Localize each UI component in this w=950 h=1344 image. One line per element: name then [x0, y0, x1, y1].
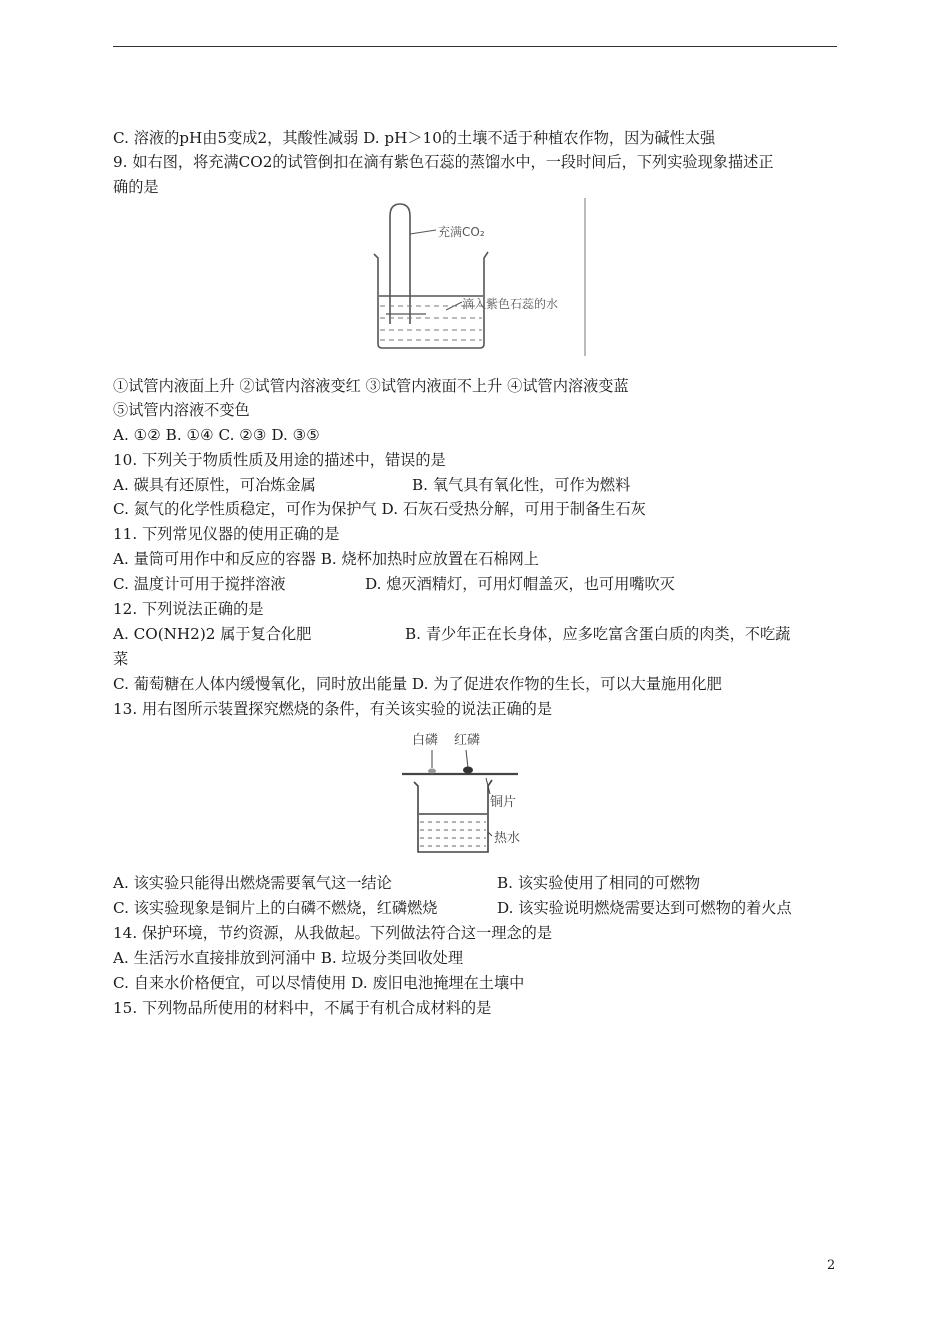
red-phosphorus-sample	[463, 767, 473, 774]
line-text: 11. 下列常见仪器的使用正确的是	[113, 525, 340, 543]
text-line	[113, 873, 839, 893]
option-a: A. CO(NH2)2 属于复合化肥	[113, 625, 312, 643]
text-line	[113, 376, 839, 396]
text-line	[113, 674, 839, 694]
combustion-figure	[398, 728, 544, 858]
option-b: B. 氧气具有氧化性，可作为燃料	[412, 476, 631, 494]
text-line	[113, 649, 839, 669]
line-text: A. 量筒可用作中和反应的容器 B. 烧杯加热时应放置在石棉网上	[113, 550, 539, 568]
line-text: 菜	[113, 650, 129, 668]
question-13-stem	[113, 699, 839, 719]
text-line	[113, 475, 839, 495]
line-text: 12. 下列说法正确的是	[113, 600, 264, 618]
text-line	[113, 898, 839, 918]
question-10-stem	[113, 450, 839, 470]
line-text: C. 氮气的化学性质稳定，可作为保护气 D. 石灰石受热分解，可用于制备生石灰	[113, 500, 646, 518]
line-text: ⑤试管内溶液不变色	[113, 401, 250, 419]
line-text: A. ①② B. ①④ C. ②③ D. ③⑤	[113, 426, 320, 444]
label-copper-plate: 铜片	[490, 795, 517, 810]
text-line	[113, 128, 839, 148]
line-text: C. 葡萄糖在人体内缓慢氧化，同时放出能量 D. 为了促进农作物的生长，可以大量施用化肥	[113, 675, 722, 693]
label-litmus-water: 滴入紫色石蕊的水	[462, 297, 559, 311]
text-line	[113, 499, 839, 519]
text-line	[113, 574, 839, 594]
line-text: 13. 用右图所示装置探究燃烧的条件，有关该实验的说法正确的是	[113, 700, 553, 718]
line-text: C. 溶液的pH由5变成2，其酸性减弱 D. pH＞10的土壤不适于种植农作物，因为碱性太强	[113, 129, 716, 147]
line-text: 10. 下列关于物质性质及用途的描述中，错误的是	[113, 451, 446, 469]
option-a: A. 该实验只能得出燃烧需要氧气这一结论	[113, 874, 392, 892]
line-text: 确的是	[113, 178, 159, 196]
question-11-stem	[113, 524, 839, 544]
option-b: B. 该实验使用了相同的可燃物	[497, 874, 701, 892]
white-phosphorus-sample	[428, 769, 436, 774]
text-line	[113, 948, 839, 968]
option-a: A. 碳具有还原性，可冶炼金属	[113, 476, 316, 494]
question-9-stem	[113, 152, 839, 172]
option-c: C. 该实验现象是铜片上的白磷不燃烧，红磷燃烧	[113, 899, 438, 917]
header-rule	[113, 46, 837, 47]
option-b: B. 青少年正在长身体，应多吃富含蛋白质的肉类，不吃蔬	[405, 625, 791, 643]
text-line	[113, 973, 839, 993]
line-text: 14. 保护环境，节约资源，从我做起。下列做法符合这一理念的是	[113, 924, 553, 942]
label-co2-tube: 充满CO₂	[438, 225, 485, 239]
text-line	[113, 624, 839, 644]
page-number: 2	[827, 1258, 836, 1273]
label-hot-water: 热水	[494, 831, 521, 846]
line-text: ①试管内液面上升 ②试管内溶液变红 ③试管内液面不上升 ④试管内溶液变蓝	[113, 377, 629, 395]
option-d: D. 熄灭酒精灯，可用灯帽盖灭，也可用嘴吹灭	[365, 575, 675, 593]
text-line	[113, 549, 839, 569]
text-line	[113, 400, 839, 420]
label-white-phosphorus: 白磷	[412, 733, 439, 748]
text-line	[113, 425, 839, 445]
text-line	[113, 177, 839, 197]
label-red-phosphorus: 红磷	[454, 733, 481, 748]
question-15-stem	[113, 998, 839, 1018]
question-12-stem	[113, 599, 839, 619]
line-text: 9. 如右图，将充满CO2的试管倒扣在滴有紫色石蕊的蒸馏水中，一段时间后，下列实验现象描述正	[113, 153, 774, 171]
line-text: C. 自来水价格便宜，可以尽情使用 D. 废旧电池掩埋在土壤中	[113, 974, 525, 992]
question-14-stem	[113, 923, 839, 943]
option-c: C. 温度计可用于搅拌溶液	[113, 575, 286, 593]
option-d: D. 该实验说明燃烧需要达到可燃物的着火点	[497, 899, 792, 917]
line-text: 15. 下列物品所使用的材料中，不属于有机合成材料的是	[113, 999, 492, 1017]
co2-test-tube-figure	[366, 196, 592, 358]
line-text: A. 生活污水直接排放到河涌中 B. 垃圾分类回收处理	[113, 949, 464, 967]
